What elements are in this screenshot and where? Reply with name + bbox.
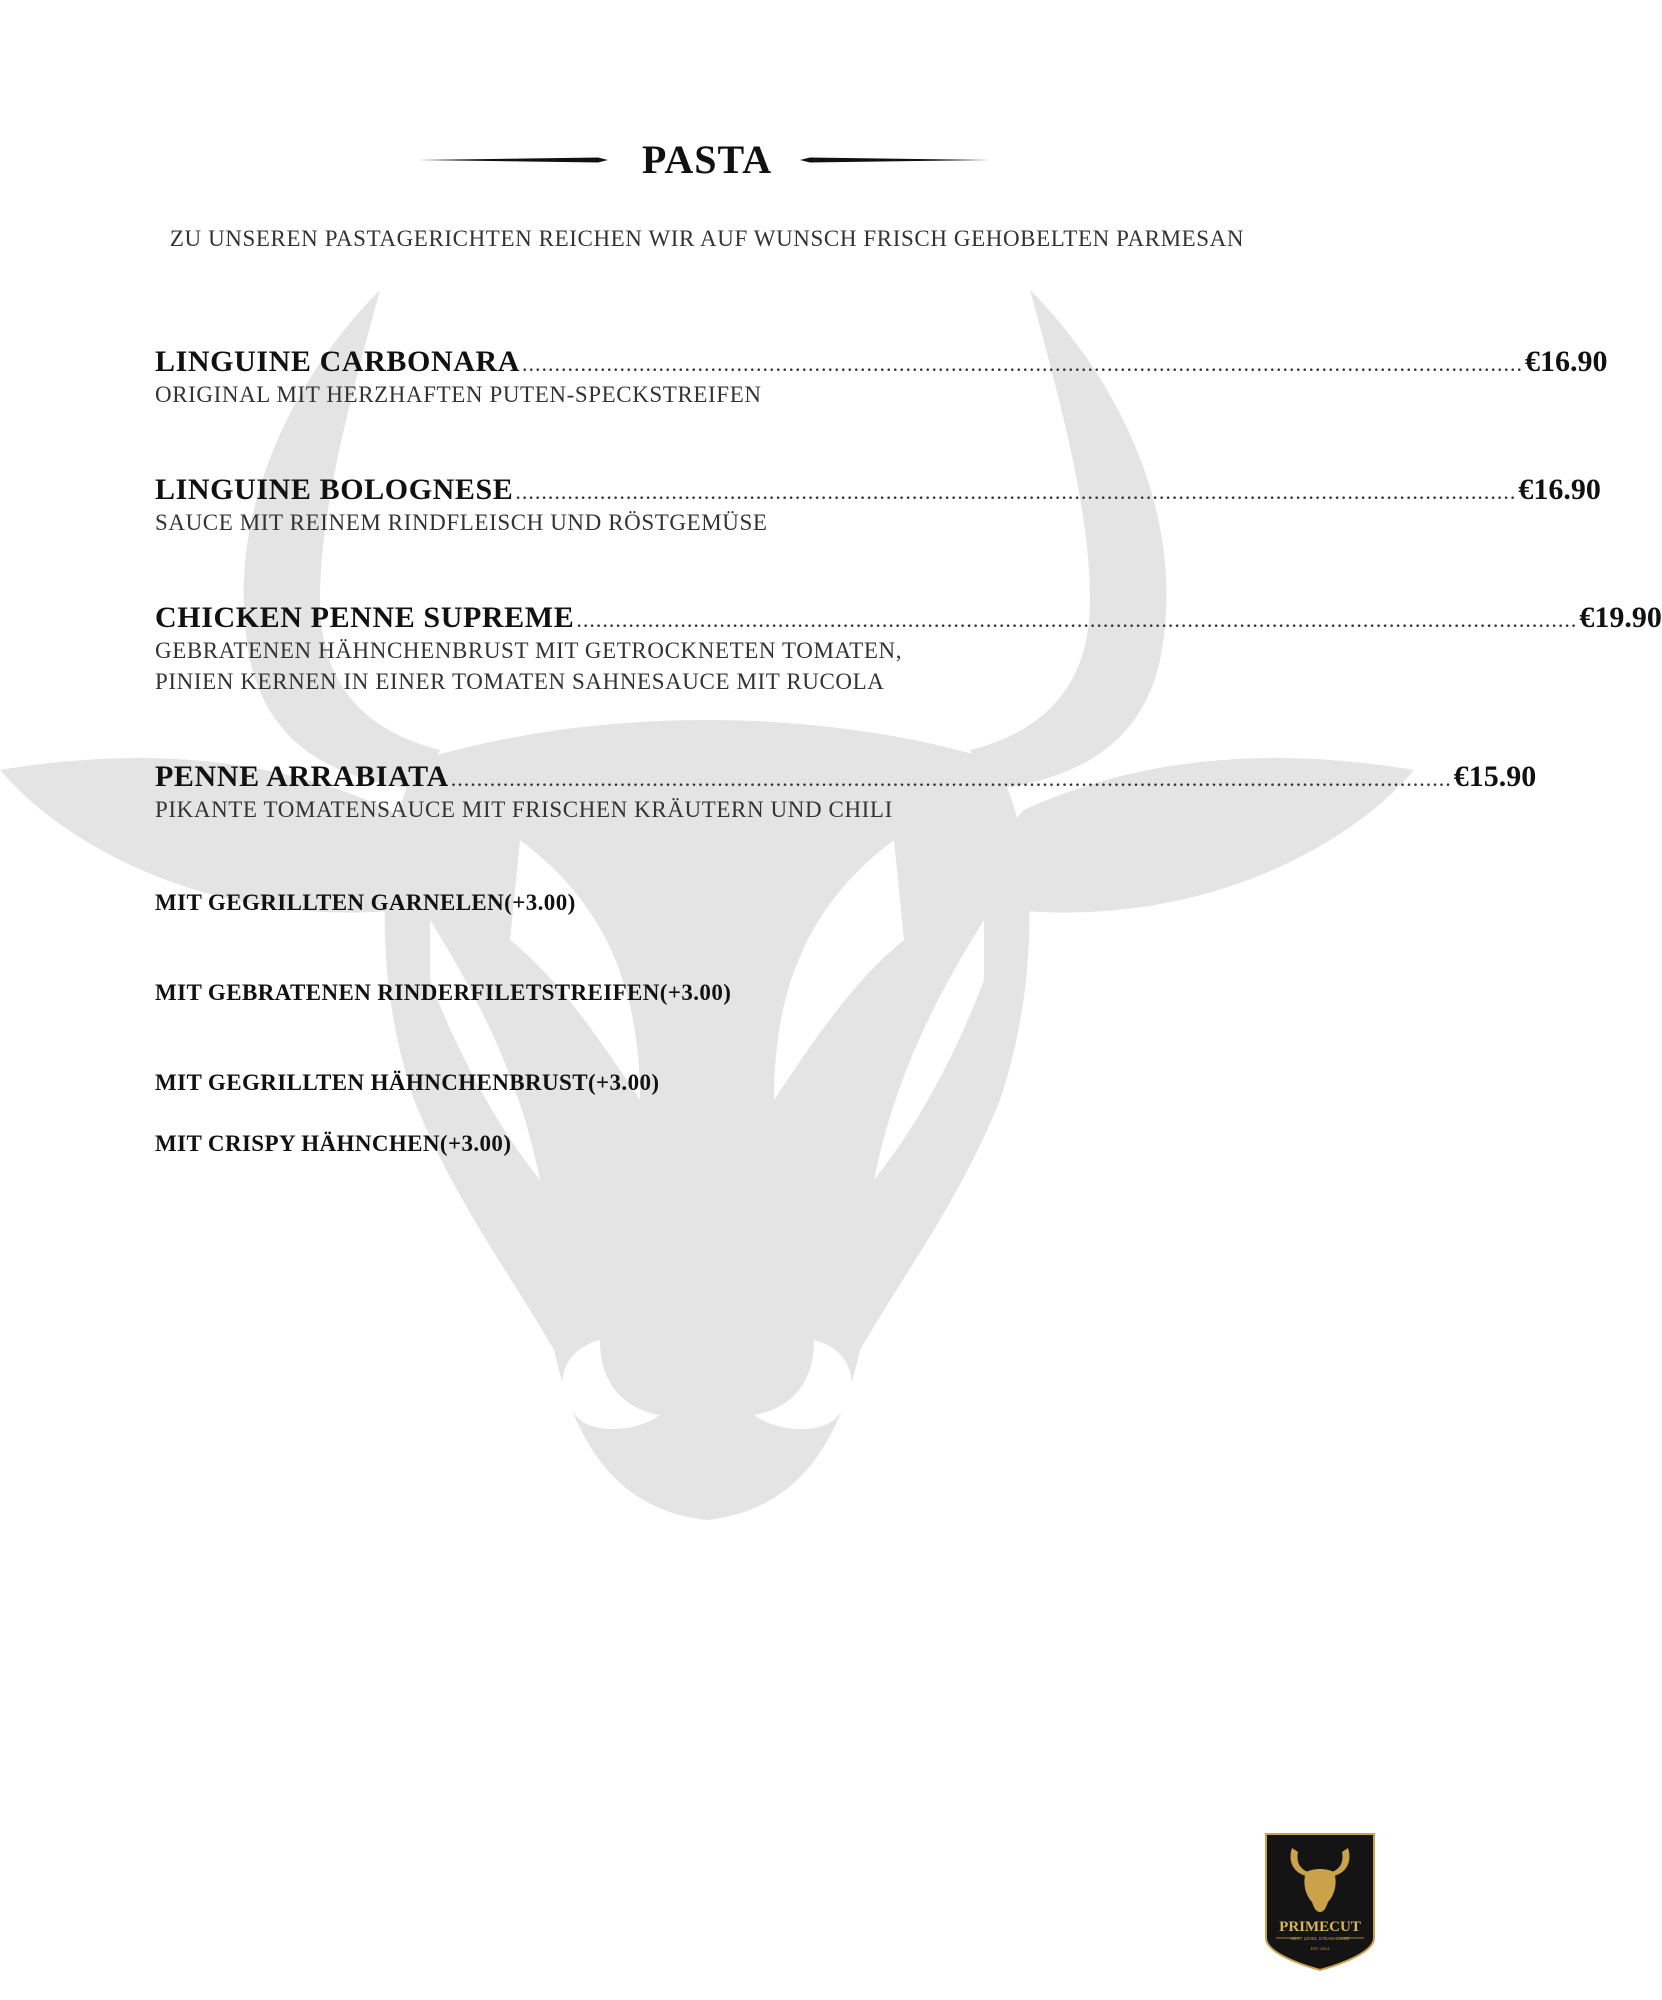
item-name: CHICKEN PENNE SUPREME (155, 601, 575, 634)
title-rule-right (800, 156, 990, 164)
menu-item-head (155, 601, 1662, 635)
dot-leader: .......................................................................................................................................................... (522, 351, 1523, 376)
item-description: GEBRATENEN HÄHNCHENBRUST MIT GETROCKNETEN TOMATEN, PINIEN KERNEN IN EINER TOMATEN SAHNESAUCE MIT RUCOLA (155, 638, 903, 694)
logo-tagline: NEXT LEVEL STEAKHOUSE (1290, 1936, 1350, 1941)
page-title: PASTA (641, 137, 773, 182)
menu-item-head (155, 345, 1608, 379)
item-name: LINGUINE CARBONARA (155, 345, 520, 378)
item-name: LINGUINE BOLOGNESE (155, 473, 514, 506)
item-name: PENNE ARRABIATA (155, 760, 449, 793)
dot-leader: .......................................................................................................................................................... (515, 479, 1517, 504)
dot-leader: .......................................................................................................................................................... (450, 766, 1452, 791)
item-description: ORIGINAL MIT HERZHAFTEN PUTEN-SPECKSTREIFEN (155, 382, 762, 407)
menu-item (155, 601, 1662, 697)
extra-option: MIT CRISPY HÄHNCHEN(+3.00) (155, 1131, 512, 1156)
item-price: €19.90 (1579, 601, 1662, 634)
item-price: €16.90 (1518, 473, 1601, 506)
logo-est: EST. 2014 (1310, 1946, 1330, 1951)
extra-option: MIT GEGRILLTEN GARNELEN(+3.00) (155, 890, 576, 915)
menu-item-head (155, 473, 1601, 507)
dot-leader: .......................................................................................................................................................... (576, 607, 1578, 632)
logo-brand: PRIMECUT (1279, 1919, 1361, 1935)
item-price: €15.90 (1453, 760, 1537, 793)
menu-item-head (155, 760, 1537, 794)
menu-item (155, 345, 1608, 410)
title-row (0, 130, 1414, 190)
intro-text: ZU UNSEREN PASTAGERICHTEN REICHEN WIR AUF WUNSCH FRISCH GEHOBELTEN PARMESAN (169, 226, 1245, 251)
menu-item (155, 760, 1537, 825)
item-price: €16.90 (1525, 345, 1608, 378)
item-description: SAUCE MIT REINEM RINDFLEISCH UND RÖSTGEMÜSE (155, 510, 768, 535)
extra-option: MIT GEBRATENEN RINDERFILETSTREIFEN(+3.00) (155, 980, 732, 1005)
menu-item (155, 473, 1601, 538)
primecut-logo (1262, 1830, 1378, 1972)
item-description: PIKANTE TOMATENSAUCE MIT FRISCHEN KRÄUTERN UND CHILI (155, 797, 893, 822)
title-rule-left (418, 156, 608, 164)
extra-option: MIT GEGRILLTEN HÄHNCHENBRUST(+3.00) (155, 1070, 660, 1095)
